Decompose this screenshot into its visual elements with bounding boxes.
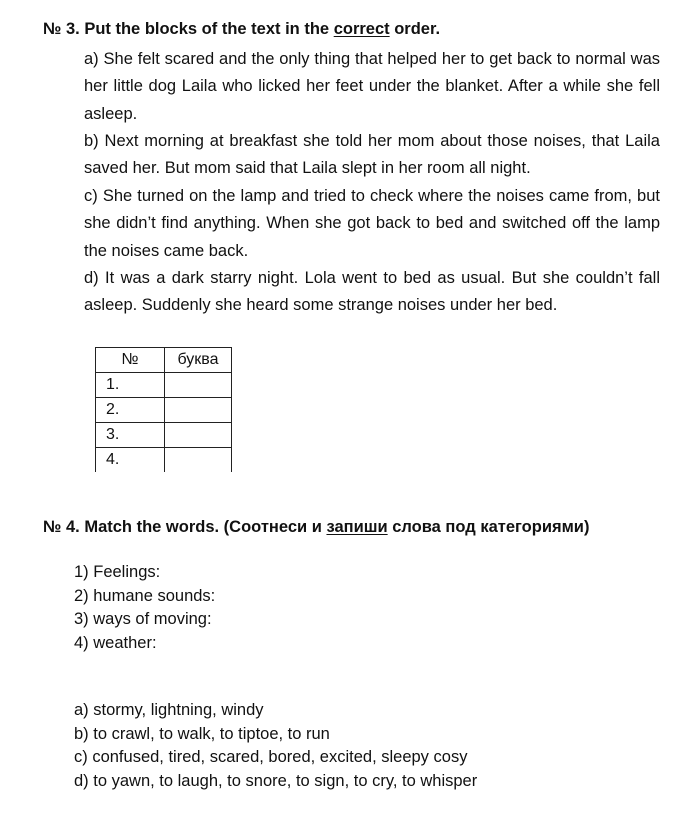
answer-table [95,347,232,472]
text-block-a: a) She felt scared and the only thing that helped her to get back to normal was her little dog Laila who licked her feet under the blanket. After a while she fell asleep. [84,50,660,123]
answer-cell[interactable] [165,448,232,473]
task3-heading [43,20,440,39]
answer-cell[interactable] [165,423,232,448]
task4-heading-suffix: слова под категориями) [387,518,590,536]
row-number: 4. [96,448,165,473]
list-item: d) to yawn, to laugh, to snore, to sign, to cry, to whisper [74,772,478,791]
task4-heading-underlined: запиши [326,518,388,536]
word-group-list [74,699,477,794]
row-number: 2. [96,398,165,423]
row-number: 1. [96,373,165,398]
table-row [96,398,232,423]
list-item: b) to crawl, to walk, to tiptoe, to run [74,724,330,743]
answer-cell[interactable] [165,398,232,423]
task4-heading-prefix: № 4. Match the words. (Соотнеси и [43,518,327,536]
list-item: a) stormy, lightning, windy [74,701,264,719]
answer-cell[interactable] [165,373,232,398]
task4-heading [43,518,589,537]
list-item: 3) ways of moving: [74,610,212,629]
list-item: c) confused, tired, scared, bored, excited, sleepy cosy [74,748,468,767]
table-row [96,373,232,398]
list-item: 4) weather: [74,634,157,653]
text-block-d: d) It was a dark starry night. Lola went to bed as usual. But she couldn’t fall asleep. Suddenly she heard some strange noises under her bed. [84,269,660,315]
text-block-b: b) Next morning at breakfast she told her mom about those noises, that Laila saved her. But mom said that Laila slept in her room all night. [84,132,660,178]
table-row [96,448,232,473]
text-block-c: c) She turned on the lamp and tried to check where the noises came from, but she didn’t find anything. When she got back to bed and switched off the lamp the noises came back. [84,187,660,260]
category-list [74,561,215,656]
task3-heading-prefix: № 3. Put the blocks of the text in the [43,20,334,38]
row-number: 3. [96,423,165,448]
task3-heading-suffix: order. [389,20,441,38]
table-row [96,423,232,448]
header-number: № [96,348,165,373]
answer-table-header [96,348,232,373]
header-letter: буква [165,348,232,373]
list-item: 2) humane sounds: [74,586,216,605]
list-item: 1) Feelings: [74,563,161,581]
task3-heading-underlined: correct [333,20,390,38]
